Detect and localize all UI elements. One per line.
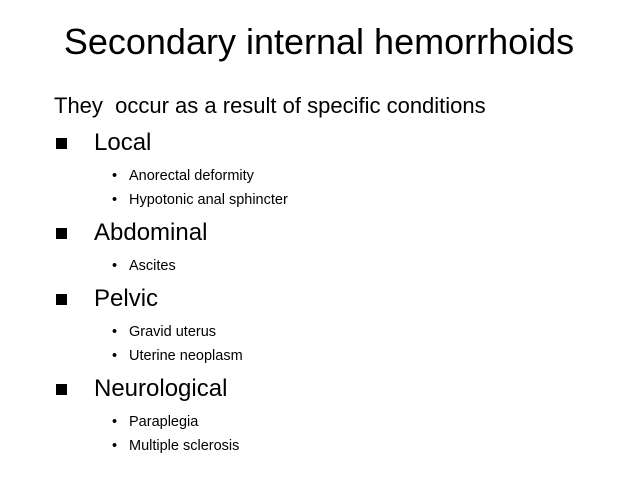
square-bullet-icon [56, 228, 67, 239]
section-heading [54, 216, 624, 250]
sub-list [54, 410, 624, 458]
list-item [54, 188, 624, 212]
list-item [54, 320, 624, 344]
section-pelvic [54, 282, 624, 368]
list-item-label: Ascites [129, 258, 176, 274]
intro-text: They occur as a result of specific conditions [54, 93, 486, 118]
list-item-label: Gravid uterus [129, 324, 217, 340]
list-item-label: Uterine neoplasm [129, 348, 243, 364]
slide-title: Secondary internal hemorrhoids [63, 21, 575, 62]
square-bullet-icon [56, 294, 67, 305]
list-item [54, 164, 624, 188]
slide-body [54, 90, 624, 462]
section-heading [54, 282, 624, 316]
list-item-label: Anorectal deformity [129, 168, 254, 184]
section-heading-label: Neurological [94, 375, 228, 402]
list-item [54, 254, 624, 278]
dot-bullet-icon: • [112, 348, 118, 364]
list-item-label: Paraplegia [129, 414, 199, 430]
list-item [54, 434, 624, 458]
section-heading-label: Abdominal [94, 219, 208, 246]
dot-bullet-icon: • [112, 168, 118, 184]
sub-list [54, 164, 624, 212]
square-bullet-icon [56, 138, 67, 149]
section-heading [54, 372, 624, 406]
list-item-label: Multiple sclerosis [129, 438, 240, 454]
dot-bullet-icon: • [112, 324, 118, 340]
section-heading-label: Local [94, 129, 152, 156]
list-item [54, 410, 624, 434]
dot-bullet-icon: • [112, 192, 118, 208]
list-item [54, 344, 624, 368]
section-heading-label: Pelvic [94, 285, 159, 312]
sub-list [54, 254, 624, 278]
dot-bullet-icon: • [112, 258, 118, 274]
dot-bullet-icon: • [112, 414, 118, 430]
section-heading [54, 126, 624, 160]
dot-bullet-icon: • [112, 438, 118, 454]
section-abdominal [54, 216, 624, 278]
square-bullet-icon [56, 384, 67, 395]
sub-list [54, 320, 624, 368]
section-local [54, 126, 624, 212]
section-neurological [54, 372, 624, 458]
list-item-label: Hypotonic anal sphincter [129, 192, 288, 208]
